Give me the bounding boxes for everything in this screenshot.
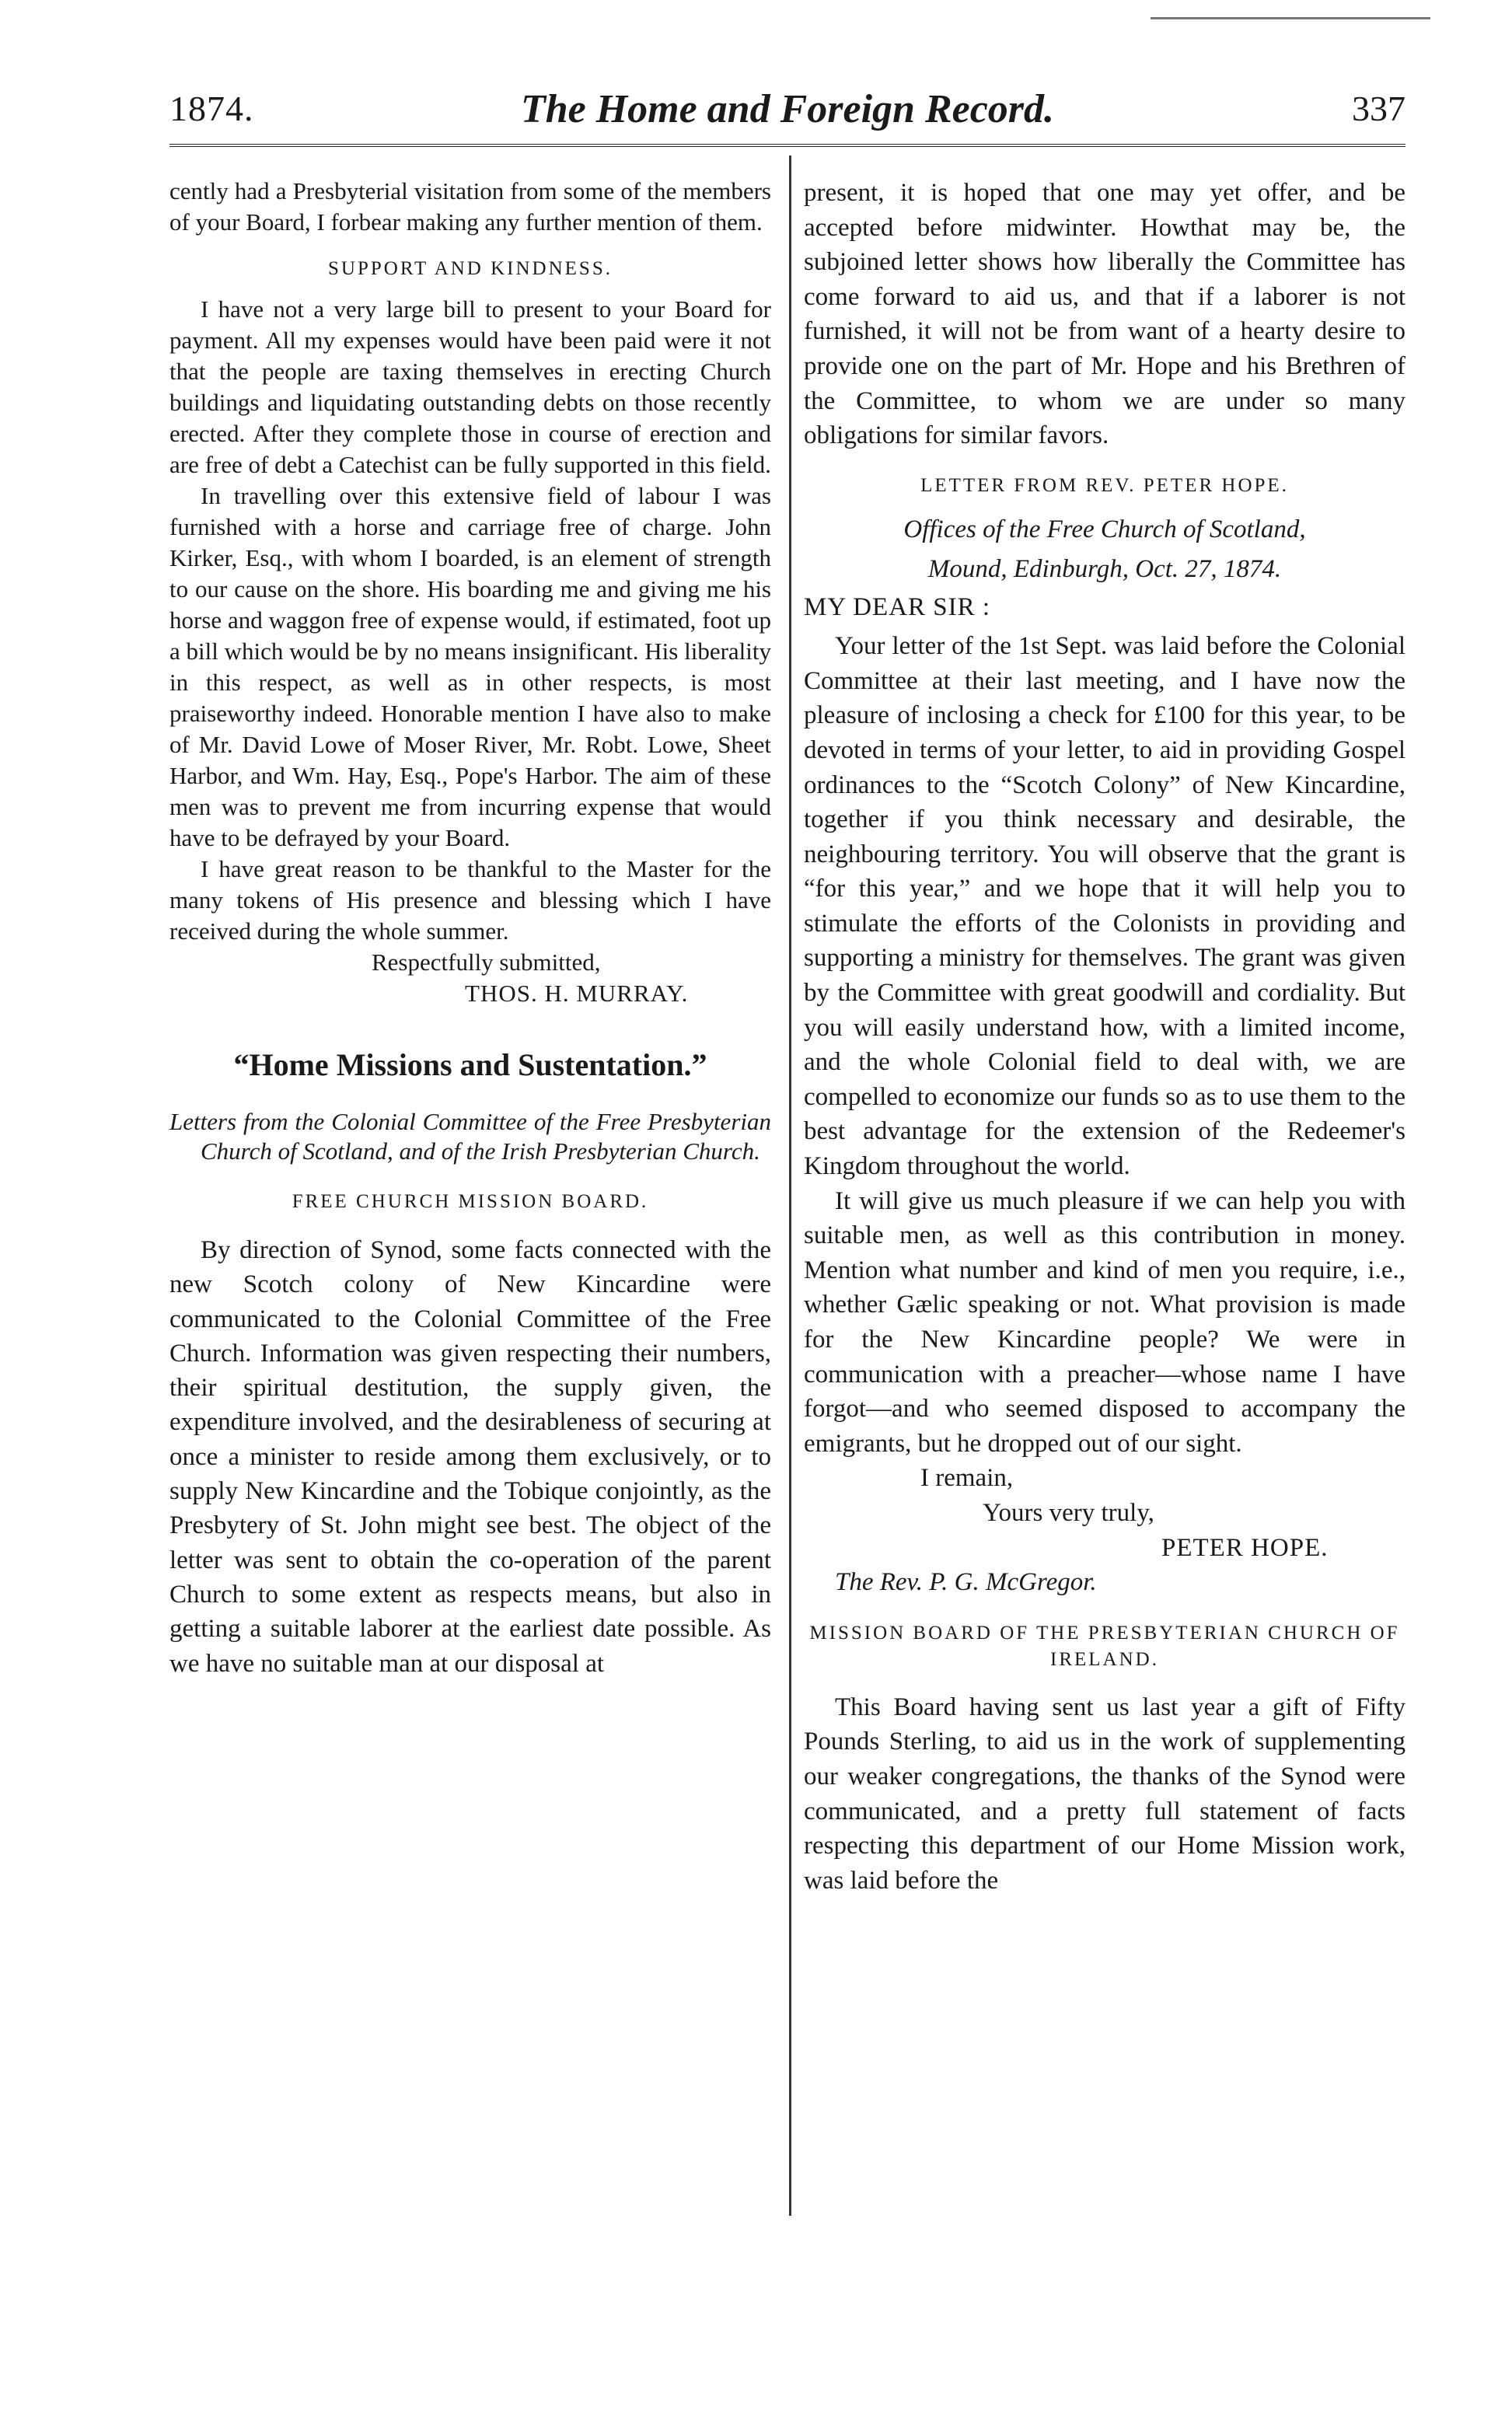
top-rule	[1151, 17, 1430, 19]
closing-remain: I remain,	[920, 1464, 1014, 1493]
header-title: The Home and Foreign Record.	[520, 87, 1055, 131]
right-column	[804, 176, 1405, 1898]
left-paragraph-5: By direction of Synod, some facts connected with the new Scotch colony of New Kincardine were communicated to the Colonial Committee of the Free Church. Information was given respecting their numbers, their spiritual destitution, the supply given, the expenditure involved, and the desirableness of securing at once a minister to reside among them exclusively, or to supply New Kincardine and the Tobique conjointly, as the Presbytery of St. John might see best. The object of the letter was sent to obtain the co-operation of the parent Church to some extent as respects means, but also in getting a suitable laborer at the earliest date possible. As we have no suitable man at our disposal at	[169, 1236, 771, 1678]
mission-board-heading: MISSION BOARD OF THE PRESBYTERIAN CHURCH OF IRELAND.	[809, 1622, 1400, 1670]
right-paragraph-2: Your letter of the 1st Sept. was laid before the Colonial Committee at their last meeting, and I have now the pleasure of inclosing a check for £100 for this year, to be devoted in terms of your letter, to aid in providing Gospel ordinances to the “Scotch Colony” of New Kincardine, together if you think necessary and desirable, the neighbouring territory. You will observe that the grant is “for this year,” and we hope that it will help you to stimulate the efforts of the Colonists in providing and supporting a ministry for themselves. The grant was given by the Committee with great goodwill and cordiality. But you will easily understand how, with a limited income, and the whole Colonial field to deal with, we are compelled to economize our funds so as to use them to the best advantage for the extension of the Redeemer's Kingdom throughout the world.	[804, 632, 1405, 1181]
letter-heading: LETTER FROM REV. PETER HOPE.	[920, 474, 1289, 496]
left-column	[169, 176, 771, 1681]
letter-salutation: MY DEAR SIR :	[804, 592, 991, 621]
left-paragraph-2: I have not a very large bill to present to your Board for payment. All my expenses would have been paid were it not that the people are taxing themselves in erecting Church buildings and liquidating outstanding debts on those recently erected. After they complete those in course of erection and are free of debt a Catechist can be fully supported in this field.	[169, 295, 771, 478]
letter-address-2: Mound, Edinburgh, Oct. 27, 1874.	[927, 554, 1282, 583]
section-heading: “Home Missions and Sustentation.”	[233, 1047, 707, 1082]
left-paragraph-4: I have great reason to be thankful to the Master for the many tokens of His presence and blessing which I have received during the whole summer.	[169, 855, 771, 945]
letter-address-1: Offices of the Free Church of Scotland,	[903, 515, 1306, 544]
right-paragraph-1: present, it is hoped that one may yet offer, and be accepted before midwinter. Howthat may be, the subjoined letter shows how liberally the Committee has come forward to aid us, and that if a laborer is not furnished, it will not be from want of a hearty desire to provide one on the part of Mr. Hope and his Brethren of the Committee, to whom we are under so many obligations for similar favors.	[804, 179, 1405, 450]
running-header	[169, 82, 1405, 147]
addressee: The Rev. P. G. McGregor.	[835, 1568, 1097, 1597]
free-church-heading: FREE CHURCH MISSION BOARD.	[292, 1191, 649, 1212]
section-lead: Letters from the Colonial Committee of the Free Presbyterian Church of Scotland, and of the Irish Presbyterian Church.	[169, 1108, 771, 1165]
right-paragraph-3: It will give us much pleasure if we can help you with suitable men, as well as this contribution in money. Mention what number and kind of men you require, i.e., whether Gælic speaking or not. What provision is made for the New Kincardine people? We were in communication with a preacher—whose name I have forgot—and who seemed disposed to accompany the emigrants, but he dropped out of our sight.	[804, 1186, 1405, 1458]
closing-yours: Yours very truly,	[983, 1498, 1154, 1527]
left-paragraph-3: In travelling over this extensive field of labour I was furnished with a horse and carriage free of charge. John Kirker, Esq., with whom I boarded, is an element of strength to our cause on the shore. His boarding me and giving me his horse and waggon free of expense would, if estimated, foot up a bill which would be by no means insignificant. His liberality in this respect, as well as in other respects, is most praiseworthy indeed. Honorable mention I have also to make of Mr. David Lowe of Moser River, Mr. Robt. Lowe, Sheet Harbor, and Wm. Hay, Esq., Pope's Harbor. The aim of these men was to prevent me from incurring expense that would have to be defrayed by your Board.	[169, 482, 772, 851]
signature-line: Respectfully submitted,	[372, 948, 601, 976]
support-heading: SUPPORT AND KINDNESS.	[328, 258, 613, 279]
page-number: 337	[1352, 89, 1405, 128]
signature-name: THOS. H. MURRAY.	[465, 980, 689, 1007]
header-year: 1874.	[169, 89, 254, 128]
closing-name: PETER HOPE.	[1161, 1533, 1329, 1562]
column-divider	[789, 155, 791, 2216]
right-paragraph-4: This Board having sent us last year a gift of Fifty Pounds Sterling, to aid us in the work of supplementing our weaker congregations, the thanks of the Synod were communicated, and a pretty full statement of facts respecting this department of our Home Mission work, was laid before the	[804, 1693, 1405, 1895]
left-paragraph-1: cently had a Presbyterial visitation from some of the members of your Board, I forbear making any further mention of them.	[169, 177, 771, 236]
